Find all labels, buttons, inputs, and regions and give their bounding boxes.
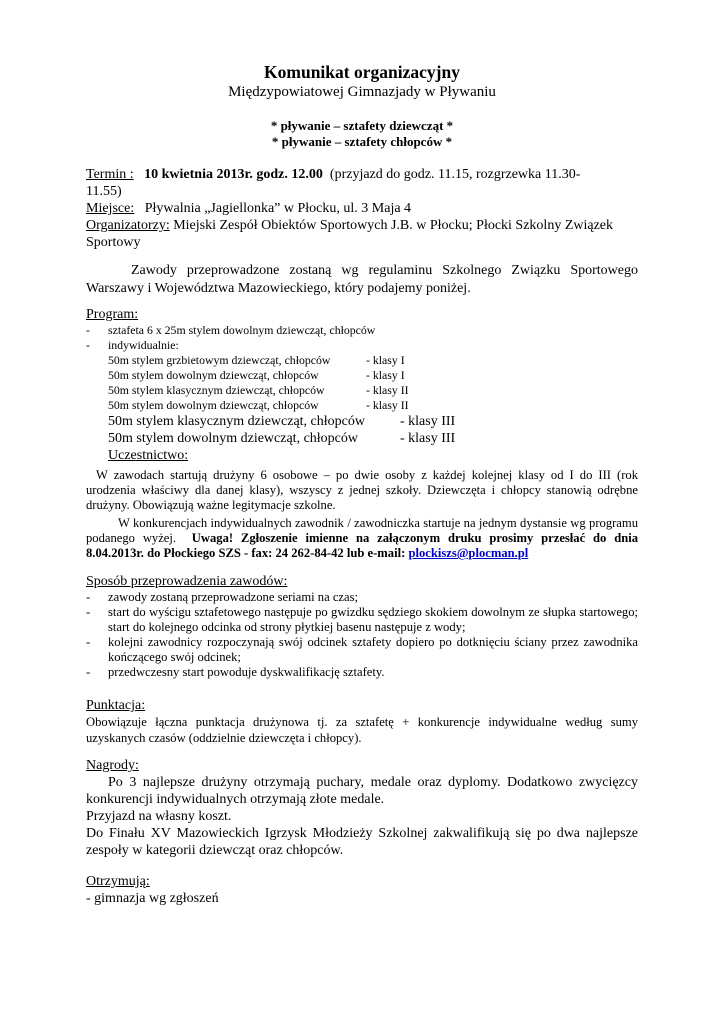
miejsce-label: Miejsce: bbox=[86, 201, 135, 216]
sposob-list bbox=[86, 590, 638, 680]
program-item-text: indywidualnie: bbox=[108, 338, 179, 352]
page-subtitle: Międzypowiatowej Gimnazjady w Pływaniu bbox=[228, 84, 496, 100]
registration-text: W konkurencjach indywidualnych zawodnik / zawodniczka startuje na jednym dystansie wg programu podanego wyżej. bbox=[86, 516, 638, 545]
organizers-value-cont: Sportowy bbox=[86, 235, 141, 250]
program-item-individual bbox=[86, 338, 638, 353]
event-girls: * pływanie – sztafety dziewcząt * bbox=[270, 118, 454, 133]
event-row bbox=[108, 368, 638, 383]
miejsce-line bbox=[86, 200, 638, 217]
info-block bbox=[86, 166, 638, 251]
organizers-line bbox=[86, 217, 638, 234]
email-link[interactable]: plockiszs@plocman.pl bbox=[408, 546, 529, 560]
sposob-heading: Sposób przeprowadzenia zawodów: bbox=[86, 574, 288, 589]
event-boys: * pływanie – sztafety chłopców * bbox=[271, 134, 453, 149]
bullet-dash: - bbox=[86, 605, 91, 619]
sposob-item-text: kolejni zawodnicy rozpoczynają swój odcinek sztafety dopiero po dotknięciu ściany przez zawodnika kończącego swój odcinek; bbox=[108, 635, 638, 664]
organizers-value: Miejski Zespół Obiektów Sportowych J.B. w Płocku; Płocki Szkolny Związek bbox=[173, 218, 614, 233]
event-row bbox=[108, 413, 638, 430]
sposob-item bbox=[86, 665, 638, 680]
event-class: - klasy I bbox=[366, 353, 405, 367]
bullet-dash: - bbox=[86, 338, 90, 352]
bullet-dash: - bbox=[86, 323, 90, 337]
events-list bbox=[86, 118, 638, 150]
event-name: 50m stylem dowolnym dziewcząt, chłopców bbox=[108, 431, 358, 446]
bullet-dash: - bbox=[86, 590, 91, 604]
termin-value: 10 kwietnia 2013r. godz. 12.00 bbox=[144, 167, 323, 182]
bullet-dash: - bbox=[86, 665, 91, 679]
termin-note-cont: 11.55) bbox=[86, 184, 122, 199]
sposob-item-text: przedwczesny start powoduje dyskwalifikację sztafety. bbox=[108, 665, 385, 679]
uczestnictwo-paragraph: W zawodach startują drużyny 6 osobowe – po dwie osoby z każdej kolejnej klasy od I do III (rok urodzenia właściwy dla danej klasy), wszyscy z jednej szkoły. Dziewczęta i chłopcy stanowią odrębne drużyny. Obowiązują ważne legitymacje szkolne. bbox=[86, 468, 638, 512]
otrzymuja-text: - gimnazja wg zgłoszeń bbox=[86, 891, 219, 906]
miejsce-value: Pływalnia „Jagiellonka” w Płocku, ul. 3 Maja 4 bbox=[144, 201, 412, 216]
program-heading: Program: bbox=[86, 307, 139, 322]
otrzymuja-heading: Otrzymują: bbox=[86, 874, 150, 889]
sposob-item bbox=[86, 605, 638, 635]
event-class: - klasy III bbox=[400, 431, 456, 446]
otrzymuja-section bbox=[86, 873, 638, 907]
event-row bbox=[108, 383, 638, 398]
nagrody-p3: Do Finału XV Mazowieckich Igrzysk Młodzieży Szkolnej zakwalifikują się po dwa najlepsze zespoły w kategorii dziewcząt oraz chłopców. bbox=[86, 826, 638, 858]
event-name: 50m stylem grzbietowym dziewcząt, chłopców bbox=[108, 353, 331, 367]
individual-events-large bbox=[86, 413, 638, 447]
punktacja-heading: Punktacja: bbox=[86, 698, 146, 713]
termin-label: Termin : bbox=[86, 167, 134, 182]
event-row bbox=[108, 353, 638, 368]
bullet-dash: - bbox=[86, 635, 91, 649]
registration-paragraph bbox=[86, 516, 638, 561]
program-item-text: sztafeta 6 x 25m stylem dowolnym dziewcząt, chłopców bbox=[108, 323, 376, 337]
event-class: - klasy III bbox=[400, 414, 456, 429]
event-row bbox=[108, 398, 638, 413]
nagrody-p1: Po 3 najlepsze drużyny otrzymają puchary, medale oraz dyplomy. Dodatkowo zwycięzcy konkurencji indywidualnych otrzymają złote medale. bbox=[86, 775, 638, 807]
event-class: - klasy II bbox=[366, 398, 409, 412]
event-name: 50m stylem klasycznym dziewcząt, chłopców bbox=[108, 383, 325, 397]
punktacja-text: Obowiązuje łączna punktacja drużynowa tj. za sztafetę + konkurencje indywidualne według sumy uzyskanych czasów (oddzielnie dziewczęta i chłopcy). bbox=[86, 715, 638, 745]
nagrody-p2: Przyjazd na własny koszt. bbox=[86, 809, 232, 824]
organizers-label: Organizatorzy: bbox=[86, 218, 170, 233]
sposob-item-text: start do wyścigu sztafetowego następuje po gwizdku sędziego skokiem dowolnym ze słupka startowego; start do kolejnego odcinka od strony płytkiej basenu następuje z wody; bbox=[108, 605, 638, 634]
event-class: - klasy II bbox=[366, 383, 409, 397]
sposob-section bbox=[86, 573, 638, 680]
event-name: 50m stylem dowolnym dziewcząt, chłopców bbox=[108, 398, 319, 412]
event-name: 50m stylem dowolnym dziewcząt, chłopców bbox=[108, 368, 319, 382]
page-title: Komunikat organizacyjny bbox=[264, 62, 460, 82]
event-class: - klasy I bbox=[366, 368, 405, 382]
program-item-relay bbox=[86, 323, 638, 338]
individual-events-small bbox=[86, 353, 638, 413]
nagrody-heading: Nagrody: bbox=[86, 758, 139, 773]
termin-line bbox=[86, 166, 638, 183]
termin-note: (przyjazd do godz. 11.15, rozgrzewka 11.30- bbox=[329, 167, 581, 182]
program-section bbox=[86, 306, 638, 464]
sposob-item bbox=[86, 590, 638, 605]
event-name: 50m stylem klasycznym dziewcząt, chłopców bbox=[108, 414, 365, 429]
uczestnictwo-heading: Uczestnictwo: bbox=[108, 448, 189, 463]
nagrody-section bbox=[86, 757, 638, 859]
punktacja-section bbox=[86, 697, 638, 746]
sposob-item bbox=[86, 635, 638, 665]
registration-notice: Uwaga! Zgłoszenie imienne na załączonym druku prosimy przesłać do dnia 8.04.2013r. do Płockiego SZS - fax: 24 262-84-42 lub e-mail: bbox=[86, 531, 639, 560]
intro-paragraph: Zawody przeprowadzone zostaną wg regulaminu Szkolnego Związku Sportowego Warszawy i Województwa Mazowieckiego, który podajemy poniżej. bbox=[86, 263, 638, 296]
event-row bbox=[108, 430, 638, 447]
sposob-item-text: zawody zostaną przeprowadzone seriami na czas; bbox=[108, 590, 359, 604]
